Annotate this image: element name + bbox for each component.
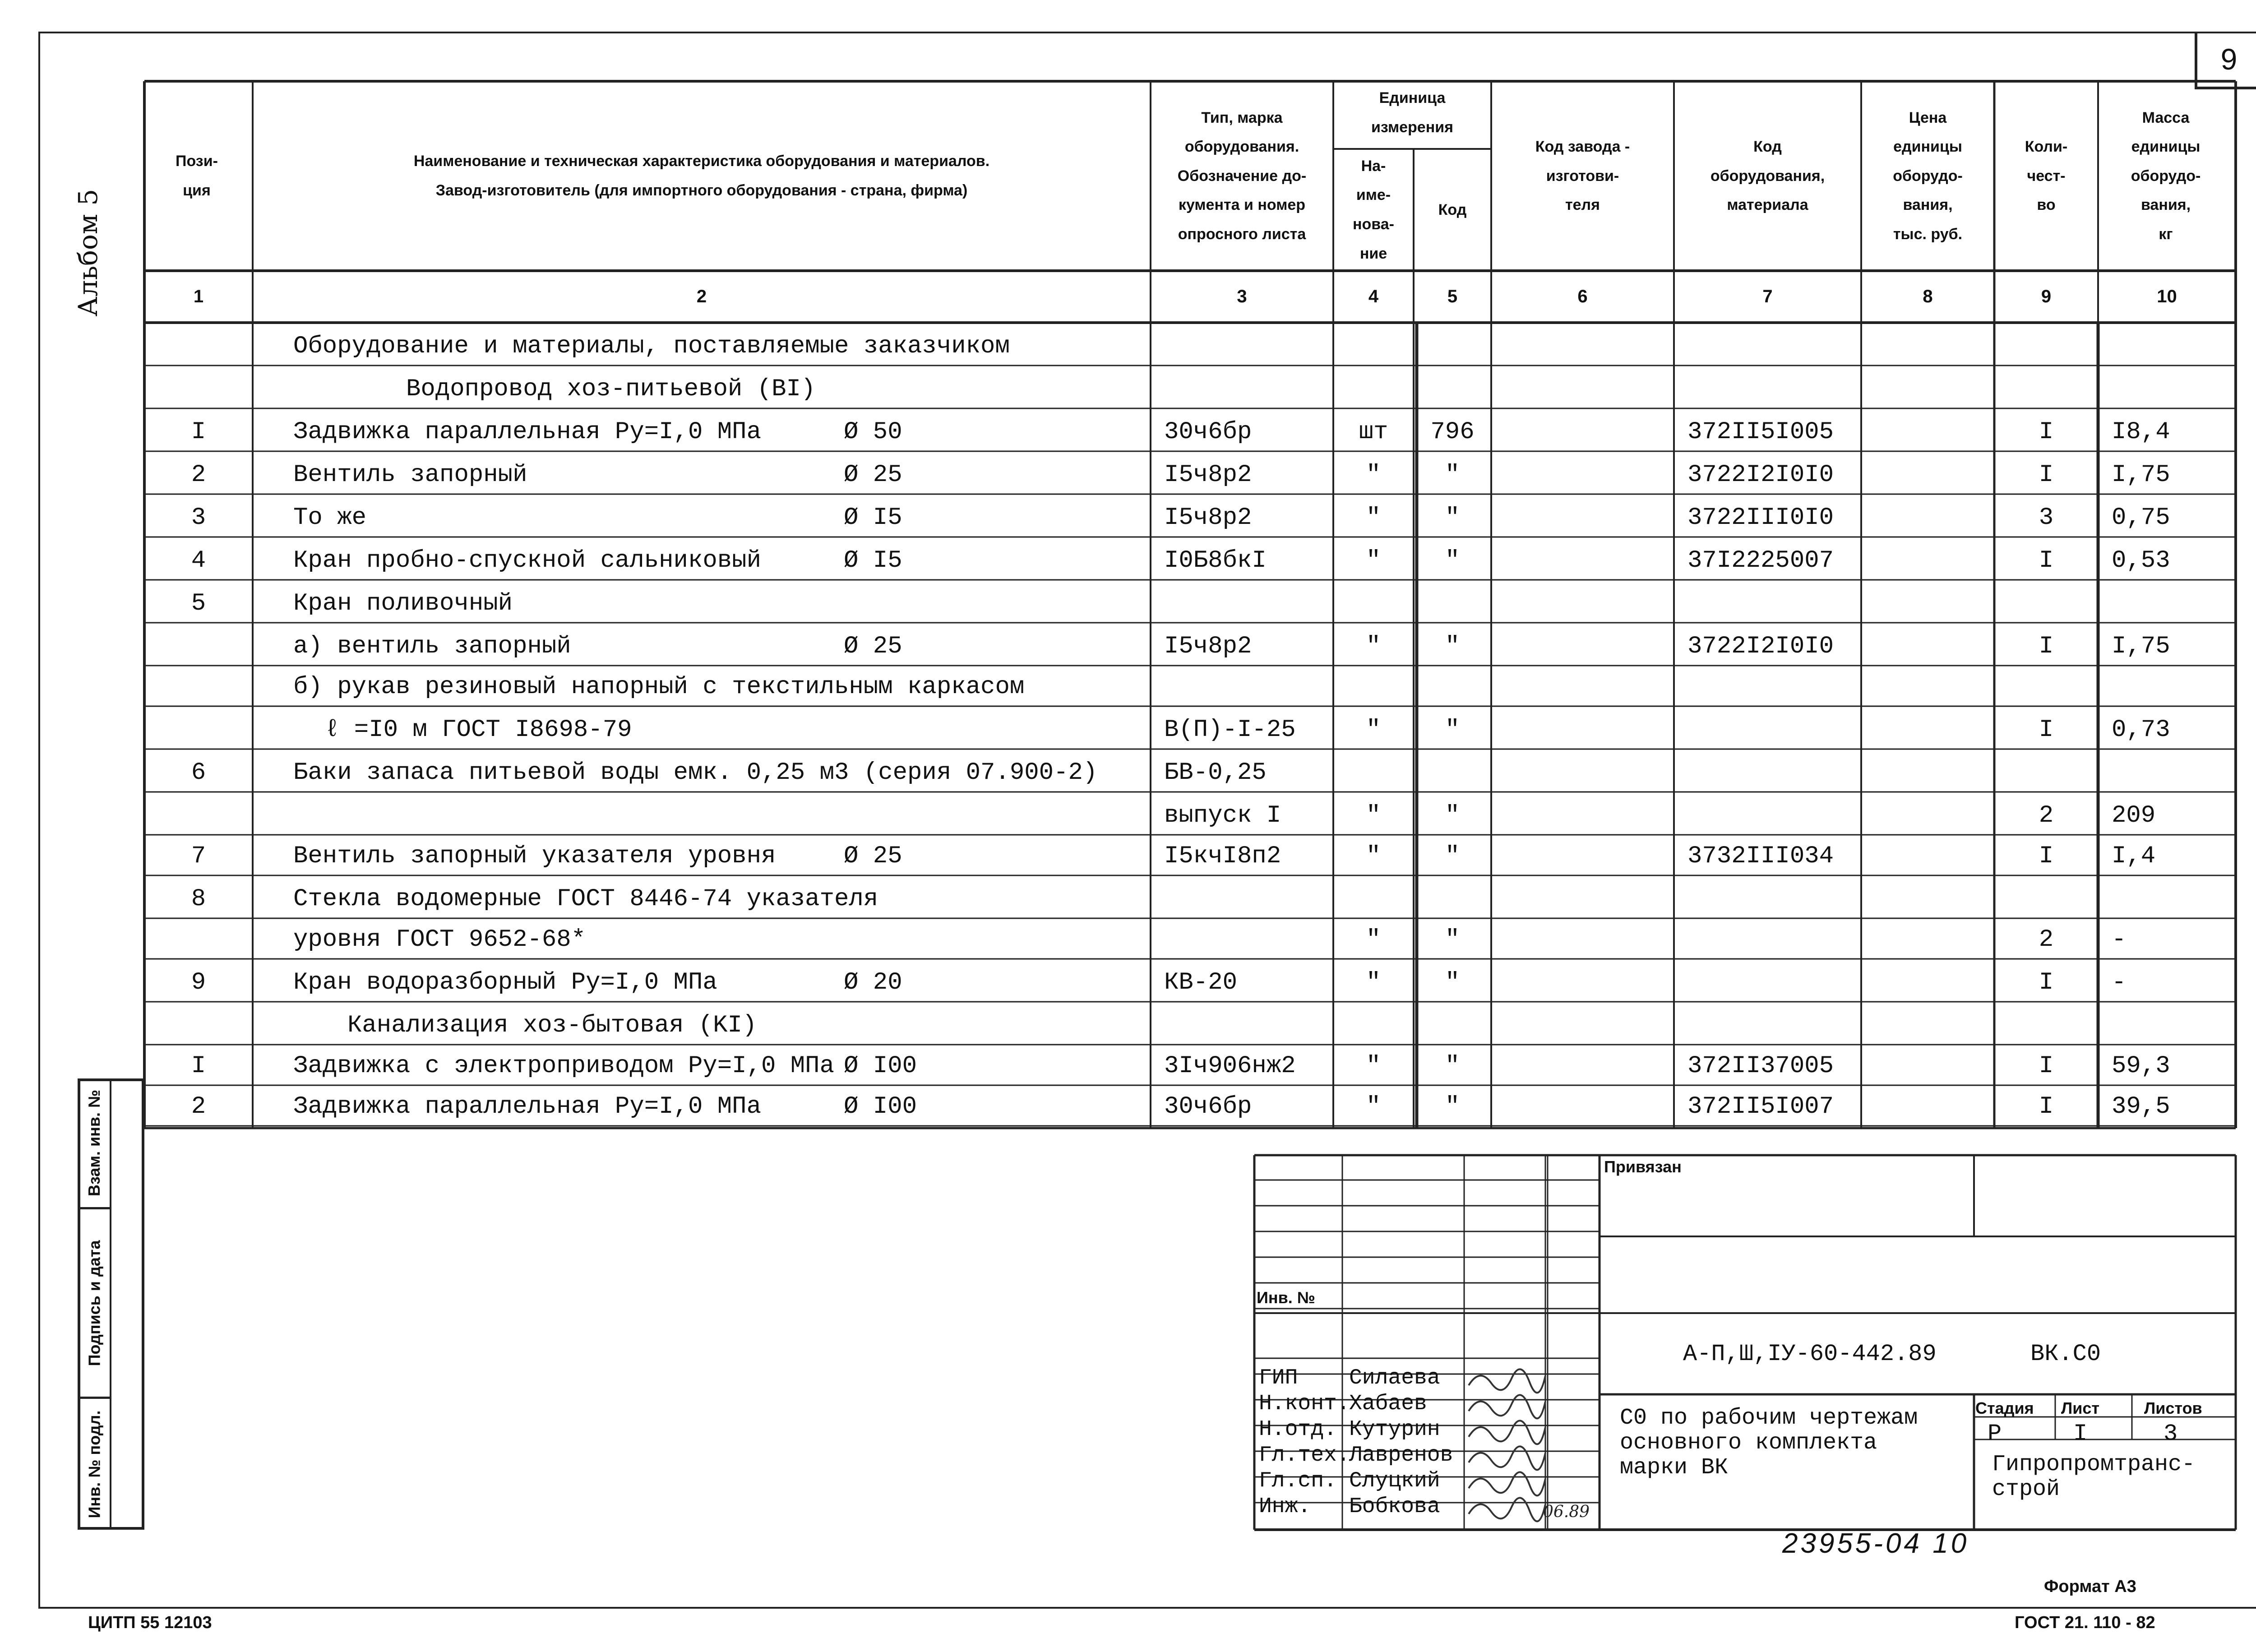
cell-qty: 2: [2039, 802, 2054, 829]
archive-stamp: 23955-04 10: [1782, 1528, 1969, 1559]
inv-label: Инв. №: [1257, 1288, 1315, 1307]
cell-pos: I: [191, 1052, 206, 1080]
cell-type: I5кчI8п2: [1164, 842, 1281, 870]
column-number: 5: [1447, 287, 1458, 306]
cell-name: ℓ =I0 м ГОСТ I8698-79: [325, 716, 632, 744]
cell-pos: 9: [191, 969, 206, 996]
cell-diameter: Ø 20: [844, 969, 902, 996]
signer-name: Лавренов: [1349, 1443, 1453, 1467]
signer-name: Хабаев: [1349, 1392, 1427, 1416]
header-factory-code: Код завода - изготови- теля: [1535, 138, 1630, 214]
cell-qty: I: [2039, 969, 2054, 996]
header-unit-name: На- име- нова- ние: [1353, 157, 1394, 262]
cell-name: Оборудование и материалы, поставляемые заказчиком: [293, 333, 1010, 360]
signature: [1469, 1369, 1545, 1393]
cell-pos: 2: [191, 461, 206, 489]
signer-role: Инж.: [1259, 1495, 1311, 1519]
sheets-value: 3: [2164, 1421, 2178, 1447]
cell-unit: ": [1366, 716, 1381, 744]
cell-name: Задвижка с электроприводом Ру=I,0 МПа: [293, 1052, 834, 1080]
cell-name: Вентиль запорный: [293, 461, 527, 489]
signer-role: Н.конт.: [1259, 1392, 1350, 1416]
cell-type: выпуск I: [1164, 802, 1281, 829]
cell-unit: ": [1366, 461, 1381, 489]
cell-pos: 7: [191, 842, 206, 870]
side-stamp-original-inv: Инв. № подл.: [85, 1410, 104, 1518]
stage-value: Р: [1988, 1421, 2002, 1447]
cell-mass: 0,53: [2112, 547, 2170, 574]
column-number: 1: [193, 287, 204, 306]
cell-unit-code: ": [1445, 461, 1460, 489]
signature: [1469, 1395, 1545, 1418]
cell-mass: -: [2112, 926, 2127, 953]
header-unit-code: Код: [1438, 201, 1467, 218]
cell-mass: 0,73: [2112, 716, 2170, 744]
column-number: 3: [1237, 287, 1247, 306]
cell-qty: I: [2039, 633, 2054, 660]
cell-code: 3722I2I0I0: [1687, 461, 1834, 489]
cell-unit-code: ": [1445, 504, 1460, 532]
cell-unit: ": [1366, 842, 1381, 870]
column-number: 10: [2157, 287, 2177, 306]
cell-name: б) рукав резиновый напорный с текстильным каркасом: [293, 673, 1025, 701]
cell-code: 372II37005: [1687, 1052, 1834, 1080]
cell-diameter: Ø I5: [844, 547, 902, 574]
cell-name: Задвижка параллельная Ру=I,0 МПа: [293, 1093, 761, 1120]
cell-diameter: Ø 50: [844, 418, 902, 446]
cell-unit-code: ": [1445, 716, 1460, 744]
cell-unit: ": [1366, 1093, 1381, 1120]
stage-label: Стадия: [1975, 1399, 2034, 1417]
cell-pos: 5: [191, 590, 206, 617]
cell-type: I5ч8р2: [1164, 461, 1252, 489]
column-number: 7: [1762, 287, 1773, 306]
cell-unit-code: ": [1445, 633, 1460, 660]
side-stamp-signature-date: Подпись и дата: [78, 1209, 111, 1399]
header-unit-group: Единица измерения: [1371, 89, 1453, 136]
cell-unit: ": [1366, 802, 1381, 829]
cell-code: 3732III034: [1687, 842, 1834, 870]
cell-unit: ": [1366, 504, 1381, 532]
cell-type: В(П)-I-25: [1164, 716, 1296, 744]
sign-date: 06.89: [1543, 1503, 1590, 1521]
cell-code: 372II5I007: [1687, 1093, 1834, 1120]
cell-unit-code: ": [1445, 926, 1460, 953]
side-stamp-replaced-inv: Взам. инв. №: [78, 1078, 111, 1209]
column-number: 9: [2041, 287, 2052, 306]
cell-unit-code: 796: [1430, 418, 1475, 446]
album-label: Альбом 5: [73, 189, 103, 317]
cell-type: I5ч8р2: [1164, 504, 1252, 532]
cell-name: Кран водоразборный Ру=I,0 МПа: [293, 969, 717, 996]
cell-mass: 59,3: [2112, 1052, 2170, 1080]
format-label: Формат А3: [2044, 1577, 2136, 1596]
cell-name: Вентиль запорный указателя уровня: [293, 842, 776, 870]
cell-unit: ": [1366, 926, 1381, 953]
cell-mass: 39,5: [2112, 1093, 2170, 1120]
cell-qty: I: [2039, 547, 2054, 574]
cell-code: 372II5I005: [1687, 418, 1834, 446]
header-price: Цена единицы оборудо- вания, тыс. руб.: [1893, 109, 1963, 243]
signer-role: Гл.сп.: [1259, 1469, 1337, 1493]
cell-unit-code: ": [1445, 547, 1460, 574]
cell-type: 3Iч906нж2: [1164, 1052, 1296, 1080]
sheet-label: Лист: [2061, 1399, 2100, 1417]
cell-name: Баки запаса питьевой воды емк. 0,25 м3 (серия 07.900-2): [293, 759, 1098, 787]
cell-diameter: Ø I00: [844, 1093, 917, 1120]
organization: Гипропромтранс- строй: [1992, 1452, 2196, 1502]
cell-qty: I: [2039, 1052, 2054, 1080]
signer-role: ГИП: [1259, 1366, 1298, 1390]
cell-unit-code: ": [1445, 969, 1460, 996]
cell-qty: 3: [2039, 504, 2054, 532]
cell-name: Канализация хоз-бытовая (KI): [347, 1012, 757, 1039]
cell-name: Водопровод хоз-питьевой (BI): [406, 375, 816, 403]
cell-mass: 209: [2112, 802, 2156, 829]
cell-type: КВ-20: [1164, 969, 1238, 996]
header-name: Наименование и техническая характеристика оборудования и материалов. Завод-изготовитель (для импортного оборудования - страна, фирма): [413, 153, 990, 199]
cell-unit-code: ": [1445, 842, 1460, 870]
document-code: А-П,Ш,IУ-60-442.89: [1683, 1341, 1937, 1367]
cell-qty: 2: [2039, 926, 2054, 953]
header-mass: Масса единицы оборудо- вания, кг: [2131, 109, 2201, 243]
cell-unit: ": [1366, 1052, 1381, 1080]
cell-qty: I: [2039, 1093, 2054, 1120]
column-number: 4: [1368, 287, 1379, 306]
cell-type: БВ-0,25: [1164, 759, 1267, 787]
cell-unit: ": [1366, 969, 1381, 996]
signer-role: Н.отд.: [1259, 1417, 1337, 1442]
signature: [1469, 1498, 1545, 1521]
signature: [1469, 1421, 1545, 1444]
cell-name: Кран пробно-спускной сальниковый: [293, 547, 761, 574]
cell-mass: 0,75: [2112, 504, 2170, 532]
cell-pos: 6: [191, 759, 206, 787]
signature: [1469, 1446, 1545, 1470]
cell-qty: I: [2039, 842, 2054, 870]
cell-name: а) вентиль запорный: [293, 633, 571, 660]
cell-type: I0Б8бкI: [1164, 547, 1267, 574]
cell-diameter: Ø 25: [844, 842, 902, 870]
cell-name: уровня ГОСТ 9652-68*: [293, 926, 586, 953]
cell-diameter: Ø 25: [844, 633, 902, 660]
cell-pos: 3: [191, 504, 206, 532]
bound-label: Привязан: [1604, 1157, 1682, 1176]
cell-pos: 4: [191, 547, 206, 574]
cell-mass: I,4: [2112, 842, 2156, 870]
cell-unit: шт: [1359, 418, 1388, 446]
cell-code: 3722I2I0I0: [1687, 633, 1834, 660]
cell-name: Задвижка параллельная Ру=I,0 МПа: [293, 418, 761, 446]
column-number: 2: [696, 287, 707, 306]
cell-code: 37I2225007: [1687, 547, 1834, 574]
header-position: Пози- ция: [176, 153, 218, 199]
signer-name: Силаева: [1349, 1366, 1440, 1390]
document-mark: ВК.С0: [2030, 1341, 2101, 1367]
cell-mass: -: [2112, 969, 2127, 996]
signature: [1469, 1472, 1545, 1495]
cell-name: То же: [293, 504, 367, 532]
header-type: Тип, марка оборудования. Обозначение до- кумента и номер опросного листа: [1177, 109, 1307, 243]
footer-gost: ГОСТ 21. 110 - 82: [2015, 1613, 2155, 1632]
signer-name: Кутурин: [1349, 1417, 1440, 1442]
cell-qty: I: [2039, 418, 2054, 446]
cell-name: Стекла водомерные ГОСТ 8446-74 указателя: [293, 885, 878, 913]
cell-code: 3722III0I0: [1687, 504, 1834, 532]
signer-name: Бобкова: [1349, 1495, 1440, 1519]
cell-diameter: Ø 25: [844, 461, 902, 489]
cell-type: 30ч6бр: [1164, 418, 1252, 446]
cell-pos: I: [191, 418, 206, 446]
cell-name: Кран поливочный: [293, 590, 513, 617]
cell-mass: I,75: [2112, 461, 2170, 489]
cell-pos: 8: [191, 885, 206, 913]
sheet-number: 9: [2195, 32, 2256, 89]
column-number: 8: [1923, 287, 1933, 306]
cell-type: I5ч8р2: [1164, 633, 1252, 660]
document-title: С0 по рабочим чертежам основного комплекта марки ВК: [1620, 1405, 1918, 1481]
cell-pos: 2: [191, 1093, 206, 1120]
cell-unit-code: ": [1445, 802, 1460, 829]
cell-diameter: Ø I00: [844, 1052, 917, 1080]
cell-qty: I: [2039, 461, 2054, 489]
sheet-value: I: [2073, 1421, 2088, 1447]
cell-diameter: Ø I5: [844, 504, 902, 532]
cell-unit: ": [1366, 633, 1381, 660]
header-quantity: Коли- чест- во: [2025, 138, 2068, 214]
cell-type: 30ч6бр: [1164, 1093, 1252, 1120]
header-equipment-code: Код оборудования, материала: [1710, 138, 1825, 214]
cell-unit-code: ": [1445, 1093, 1460, 1120]
sheets-label: Листов: [2144, 1399, 2202, 1417]
footer-left-code: ЦИТП 55 12103: [88, 1613, 212, 1632]
cell-mass: I,75: [2112, 633, 2170, 660]
signer-role: Гл.тех.: [1259, 1443, 1350, 1467]
cell-unit-code: ": [1445, 1052, 1460, 1080]
cell-unit: ": [1366, 547, 1381, 574]
cell-mass: I8,4: [2112, 418, 2170, 446]
cell-qty: I: [2039, 716, 2054, 744]
signer-name: Слуцкий: [1349, 1469, 1440, 1493]
column-number: 6: [1577, 287, 1588, 306]
